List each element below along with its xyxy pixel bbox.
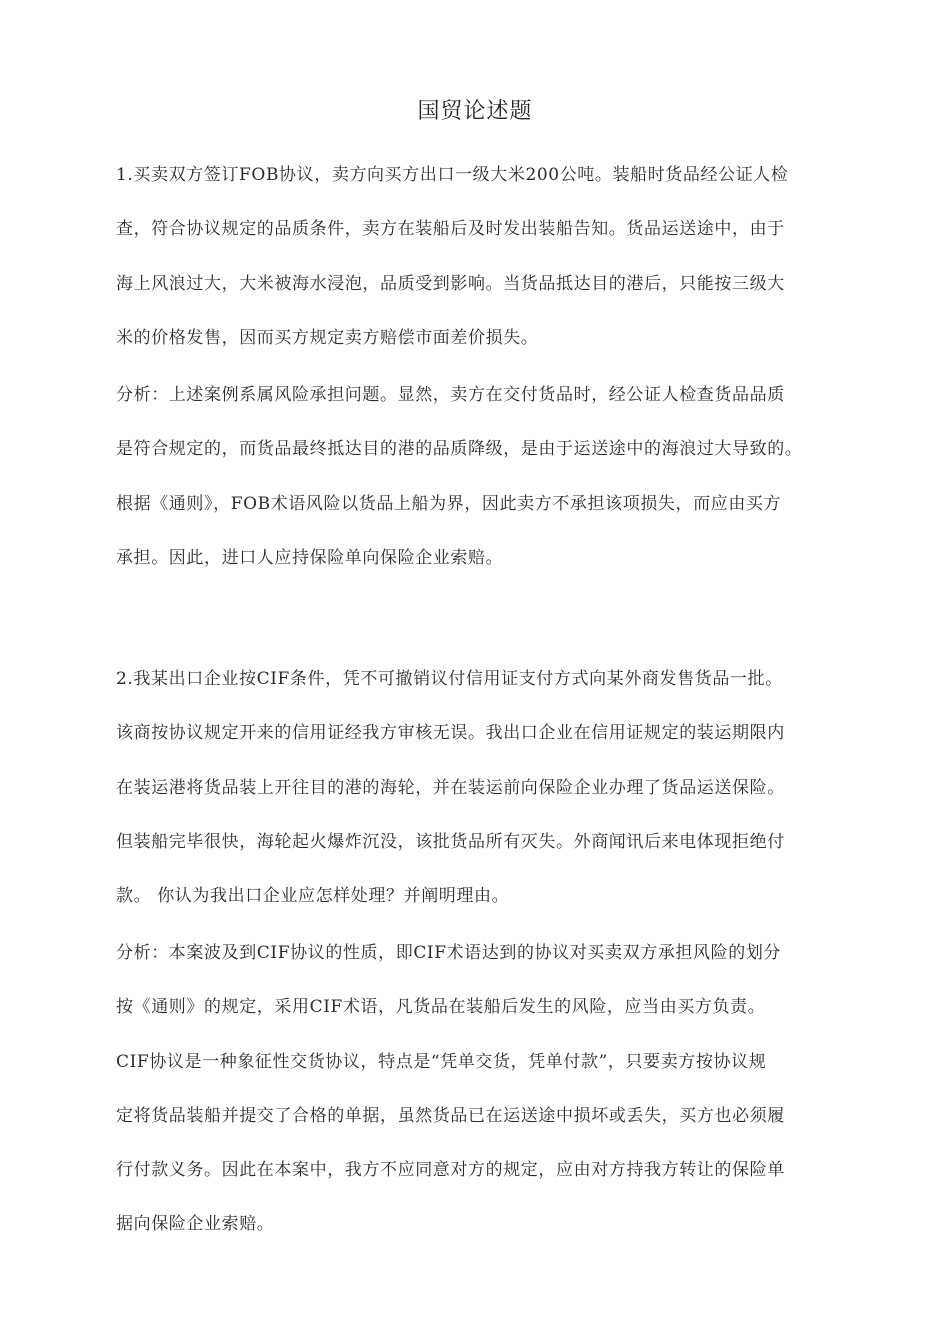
question-2-line: 款。 你认为我出口企业应怎样处理？并阐明理由。: [116, 886, 510, 907]
document-title: 国贸论述题: [417, 99, 533, 124]
analysis-2-line: 行付款义务。因此在本案中，我方不应同意对方的规定，应由对方持我方转让的保险单: [116, 1160, 785, 1181]
question-2-line: 该商按协议规定开来的信用证经我方审核无误。我出口企业在信用证规定的装运期限内: [116, 723, 785, 744]
analysis-2-line: 定将货品装船并提交了合格的单据，虽然货品已在运送途中损坏或丢失，买方也必须履: [116, 1105, 785, 1126]
analysis-2-line: 按《通则》的规定，采用CIF术语，凡货品在装船后发生的风险，应当由买方负责。: [116, 997, 766, 1018]
analysis-1-line: 承担。因此，进口人应持保险单向保险企业索赔。: [116, 547, 504, 568]
question-2-line: 在装运港将货品装上开往目的港的海轮，并在装运前向保险企业办理了货品运送保险。: [116, 777, 785, 798]
question-1-line: 海上风浪过大，大米被海水浸泡，品质受到影响。当货品抵达目的港后，只能按三级大: [116, 273, 785, 294]
question-2-line: 但装船完毕很快，海轮起火爆炸沉没，该批货品所有灭失。外商闻讯后来电体现拒绝付: [116, 831, 785, 852]
question-2: [116, 652, 856, 923]
analysis-2-line: 分析：本案波及到CIF协议的性质，即CIF术语达到的协议对买卖双方承担风险的划分: [116, 943, 782, 963]
question-1-line: 查，符合协议规定的品质条件，卖方在装船后及时发出装船告知。货品运送途中，由于: [116, 219, 785, 240]
question-1-line: 米的价格发售，因而买方规定卖方赔偿市面差价损失。: [116, 327, 539, 348]
analysis-2-line: 据向保险企业索赔。: [116, 1214, 275, 1235]
analysis-1: [116, 368, 856, 585]
analysis-2-line: CIF协议是一种象征性交货协议，特点是“凭单交货，凭单付款”，只要卖方按协议规: [116, 1051, 767, 1072]
analysis-1-line: 根据《通则》，FOB术语风险以货品上船为界，因此卖方不承担该项损失，而应由买方: [116, 493, 782, 514]
analysis-1-line: 是符合规定的，而货品最终抵达目的港的品质降级，是由于运送途中的海浪过大导致的。: [116, 439, 803, 460]
question-2-line: 2.我某出口企业按CIF条件，凭不可撤销议付信用证支付方式向某外商发售货品一批。: [116, 669, 783, 689]
question-1-line: 1.买卖双方签订FOB协议，卖方向买方出口一级大米200公吨。装船时货品经公证人检: [116, 165, 789, 185]
question-1: [116, 148, 856, 365]
analysis-2: [116, 926, 856, 1252]
analysis-1-line: 分析：上述案例系属风险承担问题。显然，卖方在交付货品时，经公证人检查货品品质: [116, 385, 785, 405]
